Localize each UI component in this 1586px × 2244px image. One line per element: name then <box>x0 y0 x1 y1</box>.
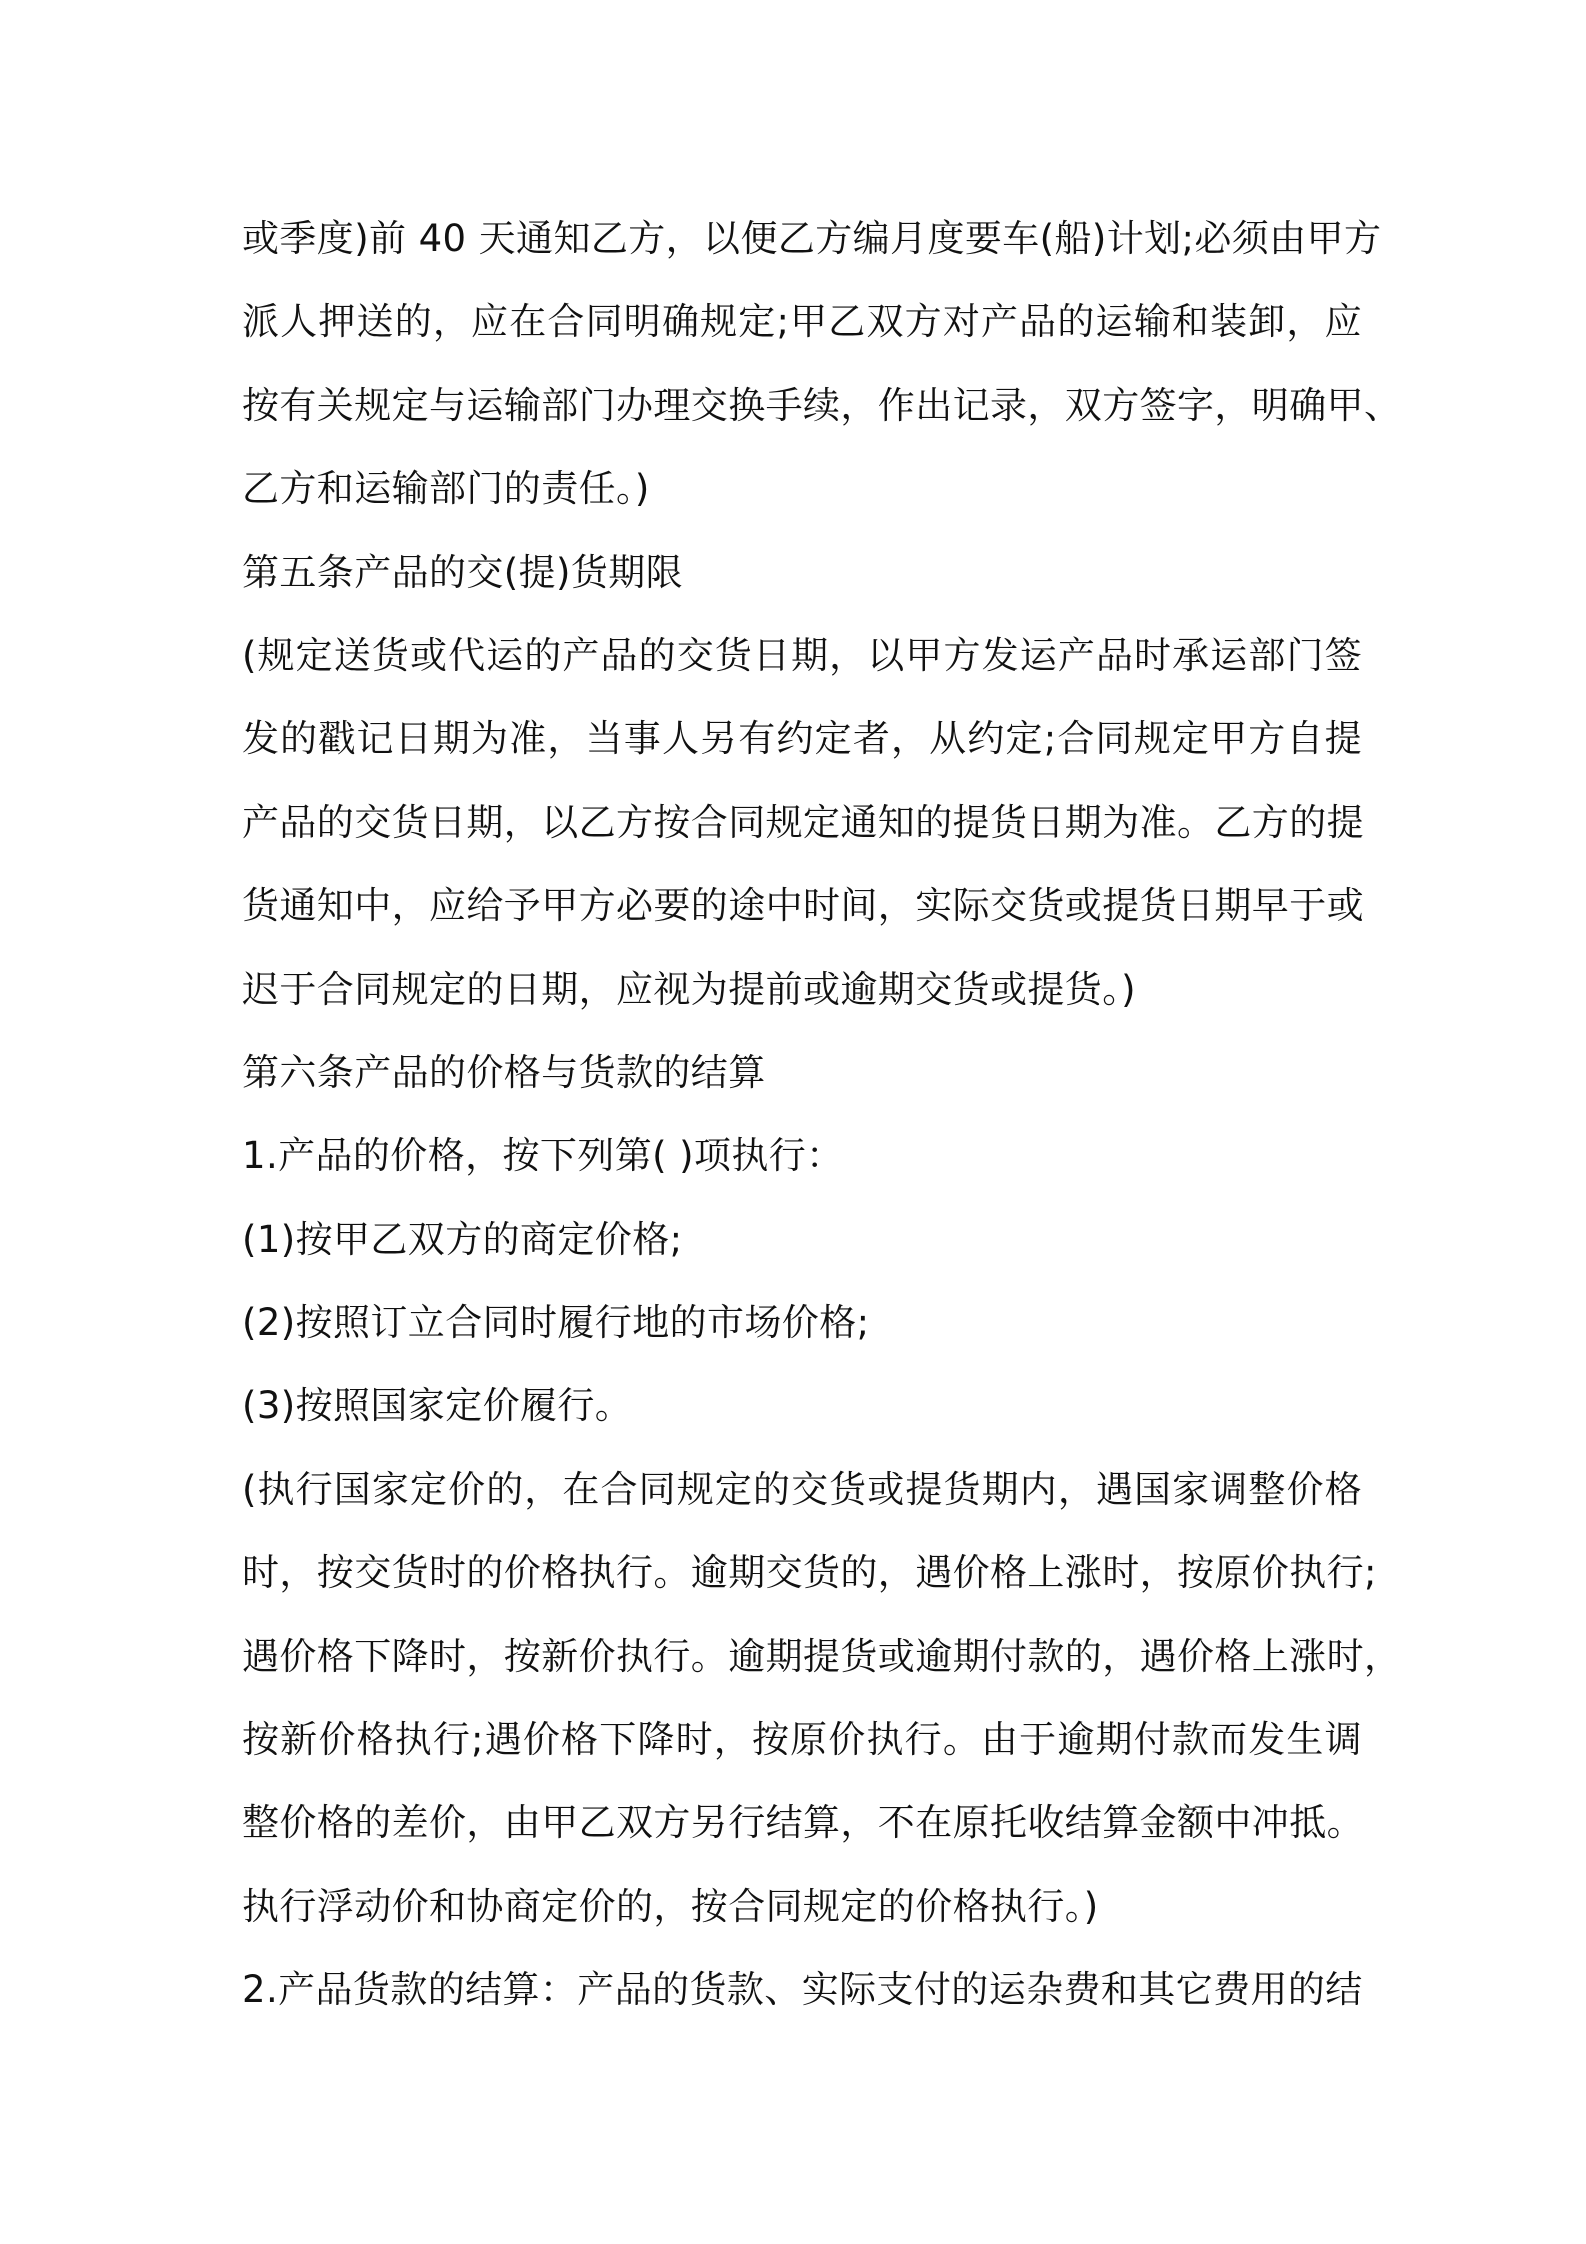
text-line: 执行浮动价和协商定价的，按合同规定的价格执行。) <box>242 1884 1099 1928</box>
text-line: 货通知中，应给予甲方必要的途中时间，实际交货或提货日期早于或 <box>242 884 1364 928</box>
text-line: 1.产品的价格，按下列第( )项执行： <box>242 1134 844 1178</box>
section-heading: 第六条产品的价格与货款的结算 <box>242 1050 766 1094</box>
text-line: 迟于合同规定的日期，应视为提前或逾期交货或提货。) <box>242 967 1136 1011</box>
text-line: (规定送货或代运的产品的交货日期，以甲方发运产品时承运部门签 <box>242 633 1362 677</box>
text-line: 乙方和运输部门的责任。) <box>242 467 650 511</box>
text-line: 发的戳记日期为准，当事人另有约定者，从约定;合同规定甲方自提 <box>242 717 1362 761</box>
section-heading: 第五条产品的交(提)货期限 <box>242 550 684 594</box>
list-item: (3)按照国家定价履行。 <box>242 1384 633 1428</box>
text-line: 产品的交货日期，以乙方按合同规定通知的提货日期为准。乙方的提 <box>242 800 1364 844</box>
text-line: (执行国家定价的，在合同规定的交货或提货期内，遇国家调整价格 <box>242 1467 1362 1511</box>
text-line: 遇价格下降时，按新价执行。逾期提货或逾期付款的，遇价格上涨时， <box>242 1634 1402 1678</box>
list-item: (1)按甲乙双方的商定价格; <box>242 1217 683 1261</box>
text-line: 按有关规定与运输部门办理交换手续，作出记录，双方签字，明确甲、 <box>242 383 1402 427</box>
document-body <box>242 197 1402 2032</box>
text-line: 按新价格执行;遇价格下降时，按原价执行。由于逾期付款而发生调 <box>242 1718 1362 1762</box>
text-line: 2.产品货款的结算：产品的货款、实际支付的运杂费和其它费用的结 <box>242 1968 1363 2012</box>
text-line: 时，按交货时的价格执行。逾期交货的，遇价格上涨时，按原价执行; <box>242 1551 1377 1595</box>
text-line: 派人押送的，应在合同明确规定;甲乙双方对产品的运输和装卸，应 <box>242 300 1362 344</box>
text-line: 或季度)前 40 天通知乙方，以便乙方编月度要车(船)计划;必须由甲方 <box>242 217 1382 260</box>
text-line: 整价格的差价，由甲乙双方另行结算，不在原托收结算金额中冲抵。 <box>242 1801 1364 1845</box>
list-item: (2)按照订立合同时履行地的市场价格; <box>242 1301 870 1345</box>
